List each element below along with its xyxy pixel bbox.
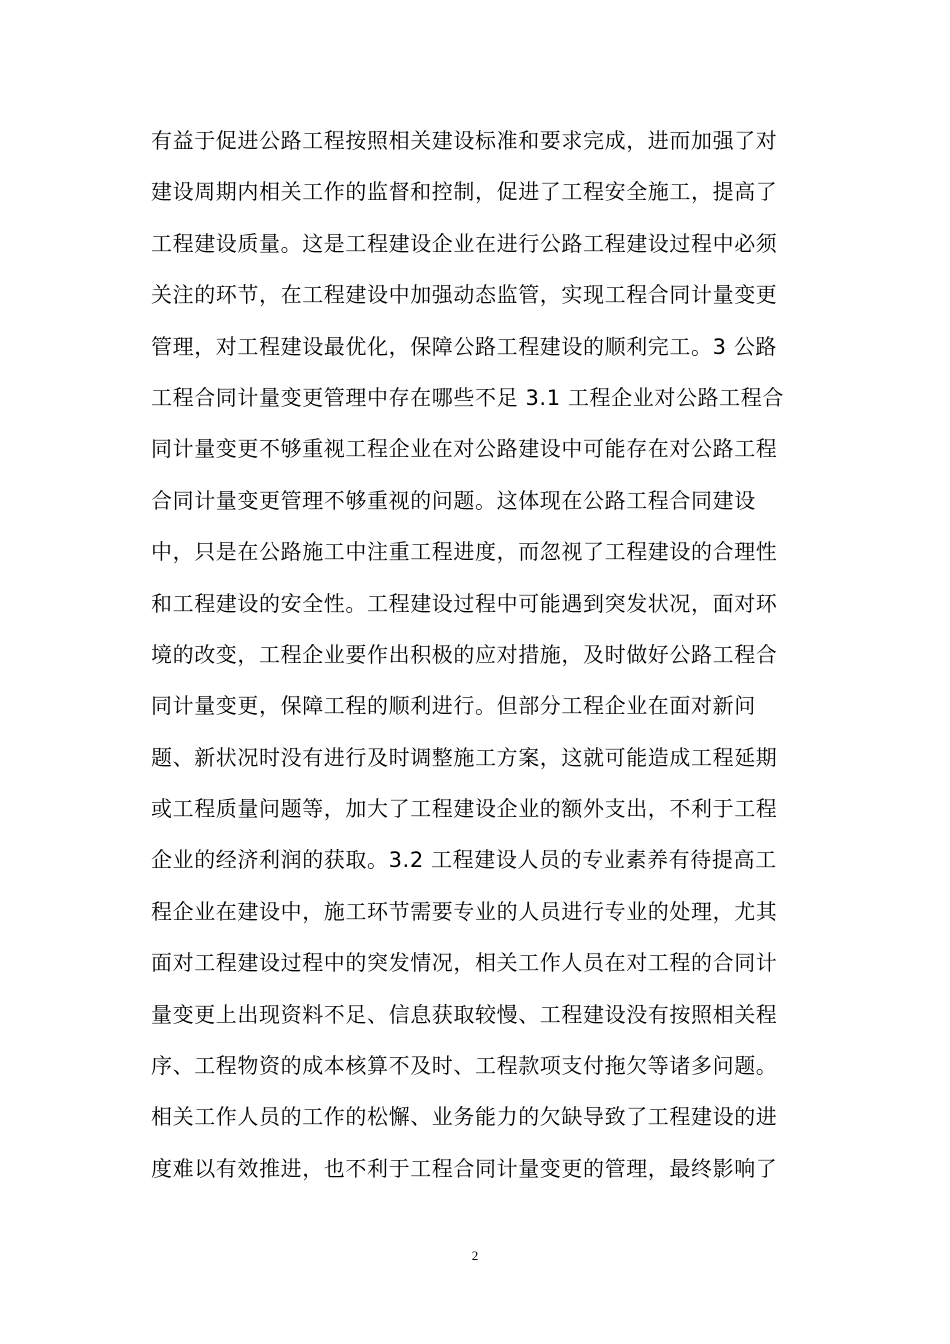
text-line: 面对工程建设过程中的突发情况，相关工作人员在对工程的合同计 <box>151 951 778 976</box>
text-line: 度难以有效推进，也不利于工程合同计量变更的管理，最终影响了 <box>151 1156 778 1181</box>
text-line: 关注的环节，在工程建设中加强动态监管，实现工程合同计量变更 <box>151 283 778 308</box>
text-line: 相关工作人员的工作的松懈、业务能力的欠缺导致了工程建设的进 <box>151 1105 778 1130</box>
text-line: 工程建设质量。这是工程建设企业在进行公路工程建设过程中必须 <box>151 231 778 256</box>
text-line: 合同计量变更管理不够重视的问题。这体现在公路工程合同建设 <box>151 488 756 513</box>
text-line: 境的改变，工程企业要作出积极的应对措施，及时做好公路工程合 <box>151 642 778 667</box>
body-paragraph <box>151 116 811 1195</box>
text-line: 程企业在建设中，施工环节需要专业的人员进行专业的处理，尤其 <box>151 899 778 924</box>
text-line: 同计量变更，保障工程的顺利进行。但部分工程企业在面对新问 <box>151 694 756 719</box>
text-line: 同计量变更不够重视工程企业在对公路建设中可能存在对公路工程 <box>151 437 778 462</box>
text-line: 量变更上出现资料不足、信息获取较慢、工程建设没有按照相关程 <box>151 1002 778 1027</box>
text-line: 序、工程物资的成本核算不及时、工程款项支付拖欠等诸多问题。 <box>151 1054 778 1079</box>
text-line: 建设周期内相关工作的监督和控制，促进了工程安全施工，提高了 <box>151 180 778 205</box>
text-line: 有益于促进公路工程按照相关建设标准和要求完成，进而加强了对 <box>151 129 778 153</box>
text-line: 中，只是在公路施工中注重工程进度，而忽视了工程建设的合理性 <box>151 540 778 565</box>
page-number: 2 <box>471 1248 479 1263</box>
text-line: 或工程质量问题等，加大了工程建设企业的额外支出，不利于工程 <box>151 797 778 822</box>
text-line: 和工程建设的安全性。工程建设过程中可能遇到突发状况，面对环 <box>151 591 778 616</box>
text-line: 工程合同计量变更管理中存在哪些不足 3.1 工程企业对公路工程合 <box>151 385 784 410</box>
text-line: 企业的经济利润的获取。3.2 工程建设人员的专业素养有待提高工 <box>151 848 777 873</box>
text-line: 题、新状况时没有进行及时调整施工方案，这就可能造成工程延期 <box>151 745 778 770</box>
text-line: 管理，对工程建设最优化，保障公路工程建设的顺利完工。3 公路 <box>151 334 778 359</box>
